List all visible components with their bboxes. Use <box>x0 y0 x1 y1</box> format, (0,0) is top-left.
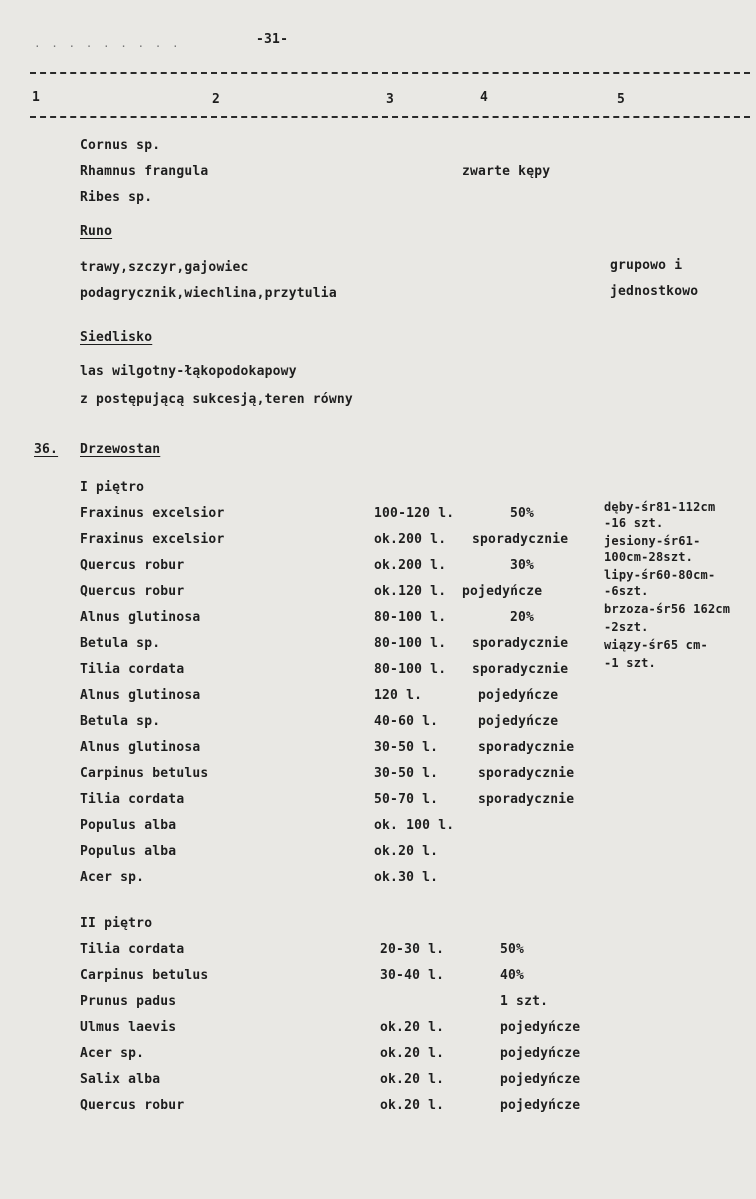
runo-line: podagrycznik,wiechlina,przytulia <box>80 286 337 301</box>
column-number-2: 2 <box>212 92 220 107</box>
species-name: Alnus glutinosa <box>80 740 201 755</box>
share-value: 1 szt. <box>500 994 549 1009</box>
age-range: ok.20 l. <box>380 1072 445 1087</box>
share-value: pojedyńcze <box>500 1098 581 1113</box>
age-range: 40-60 l. <box>374 714 439 729</box>
species-name: Carpinus betulus <box>80 968 209 983</box>
species-name: Alnus glutinosa <box>80 688 201 703</box>
species-name: Fraxinus excelsior <box>80 532 225 547</box>
age-range: ok.20 l. <box>380 1098 445 1113</box>
species-name: Tilia cordata <box>80 942 185 957</box>
species-name: Betula sp. <box>80 636 161 651</box>
section-heading-siedlisko: Siedlisko <box>80 330 153 345</box>
share-value: pojedyńcze <box>500 1046 581 1061</box>
age-range: 80-100 l. <box>374 662 447 677</box>
age-range: 30-50 l. <box>374 740 439 755</box>
runo-occurrence: jednostkowo <box>610 284 699 299</box>
growth-note: zwarte kępy <box>462 164 551 179</box>
age-range: ok.30 l. <box>374 870 439 885</box>
share-value: sporadycznie <box>472 636 569 651</box>
age-range: 80-100 l. <box>374 610 447 625</box>
age-range: 120 l. <box>374 688 423 703</box>
age-range: ok. 100 l. <box>374 818 455 833</box>
share-value: 30% <box>510 558 535 573</box>
species-name: Ribes sp. <box>80 190 153 205</box>
column-number-1: 1 <box>32 90 40 105</box>
header-rule-bottom <box>30 116 750 118</box>
header-rule-top <box>30 72 750 74</box>
share-value: pojedyńcze <box>462 584 543 599</box>
share-value: sporadycznie <box>472 662 569 677</box>
column-number-3: 3 <box>386 92 394 107</box>
share-value: 20% <box>510 610 535 625</box>
floor-label: II piętro <box>80 916 153 931</box>
age-range: ok.200 l. <box>374 532 447 547</box>
share-value: 50% <box>500 942 525 957</box>
species-name: Ulmus laevis <box>80 1020 177 1035</box>
age-range: 50-70 l. <box>374 792 439 807</box>
note-line: wiązy-śr65 cm- <box>604 638 708 652</box>
age-range: ok.20 l. <box>374 844 439 859</box>
species-name: Carpinus betulus <box>80 766 209 781</box>
page-number: -31- <box>256 32 289 47</box>
age-range: 30-50 l. <box>374 766 439 781</box>
age-range: 20-30 l. <box>380 942 445 957</box>
age-range: 80-100 l. <box>374 636 447 651</box>
species-name: Acer sp. <box>80 1046 145 1061</box>
age-range: ok.200 l. <box>374 558 447 573</box>
species-name: Quercus robur <box>80 1098 185 1113</box>
species-name: Fraxinus excelsior <box>80 506 225 521</box>
age-range: ok.20 l. <box>380 1046 445 1061</box>
note-line: -2szt. <box>604 620 649 634</box>
age-range: 30-40 l. <box>380 968 445 983</box>
species-name: Quercus robur <box>80 558 185 573</box>
share-value: pojedyńcze <box>500 1020 581 1035</box>
section-heading-runo: Runo <box>80 224 113 239</box>
column-number-4: 4 <box>480 90 488 105</box>
note-line: -16 szt. <box>604 516 664 530</box>
note-line: -6szt. <box>604 584 649 598</box>
section-heading-drzewostan: Drzewostan <box>80 442 161 457</box>
share-value: pojedyńcze <box>478 714 559 729</box>
section-number: 36. <box>34 442 59 457</box>
siedlisko-line: las wilgotny-łąkopodokapowy <box>80 364 297 379</box>
species-name: Populus alba <box>80 818 177 833</box>
species-name: Rhamnus frangula <box>80 164 209 179</box>
note-line: 100cm-28szt. <box>604 550 694 564</box>
share-value: sporadycznie <box>478 792 575 807</box>
runo-line: trawy,szczyr,gajowiec <box>80 260 249 275</box>
siedlisko-line: z postępującą sukcesją,teren równy <box>80 392 353 407</box>
share-value: 50% <box>510 506 535 521</box>
share-value: sporadycznie <box>478 766 575 781</box>
note-line: brzoza-śr56 162cm <box>604 602 731 616</box>
species-name: Tilia cordata <box>80 792 185 807</box>
note-line: -1 szt. <box>604 656 656 670</box>
column-number-5: 5 <box>617 92 625 107</box>
share-value: sporadycznie <box>472 532 569 547</box>
species-name: Tilia cordata <box>80 662 185 677</box>
species-name: Cornus sp. <box>80 138 161 153</box>
species-name: Quercus robur <box>80 584 185 599</box>
runo-occurrence: grupowo i <box>610 258 683 273</box>
margin-dots: . . . . . . . . . <box>34 37 181 50</box>
age-range: ok.20 l. <box>380 1020 445 1035</box>
species-name: Alnus glutinosa <box>80 610 201 625</box>
species-name: Salix alba <box>80 1072 161 1087</box>
species-name: Prunus padus <box>80 994 177 1009</box>
share-value: 40% <box>500 968 525 983</box>
age-range: 100-120 l. <box>374 506 455 521</box>
share-value: pojedyńcze <box>500 1072 581 1087</box>
age-range: ok.120 l. <box>374 584 447 599</box>
note-line: dęby-śr81-112cm <box>604 500 716 514</box>
species-name: Betula sp. <box>80 714 161 729</box>
note-line: jesiony-śr61- <box>604 534 701 548</box>
note-line: lipy-śr60-80cm- <box>604 568 716 582</box>
species-name: Acer sp. <box>80 870 145 885</box>
share-value: pojedyńcze <box>478 688 559 703</box>
share-value: sporadycznie <box>478 740 575 755</box>
species-name: Populus alba <box>80 844 177 859</box>
floor-label: I piętro <box>80 480 145 495</box>
